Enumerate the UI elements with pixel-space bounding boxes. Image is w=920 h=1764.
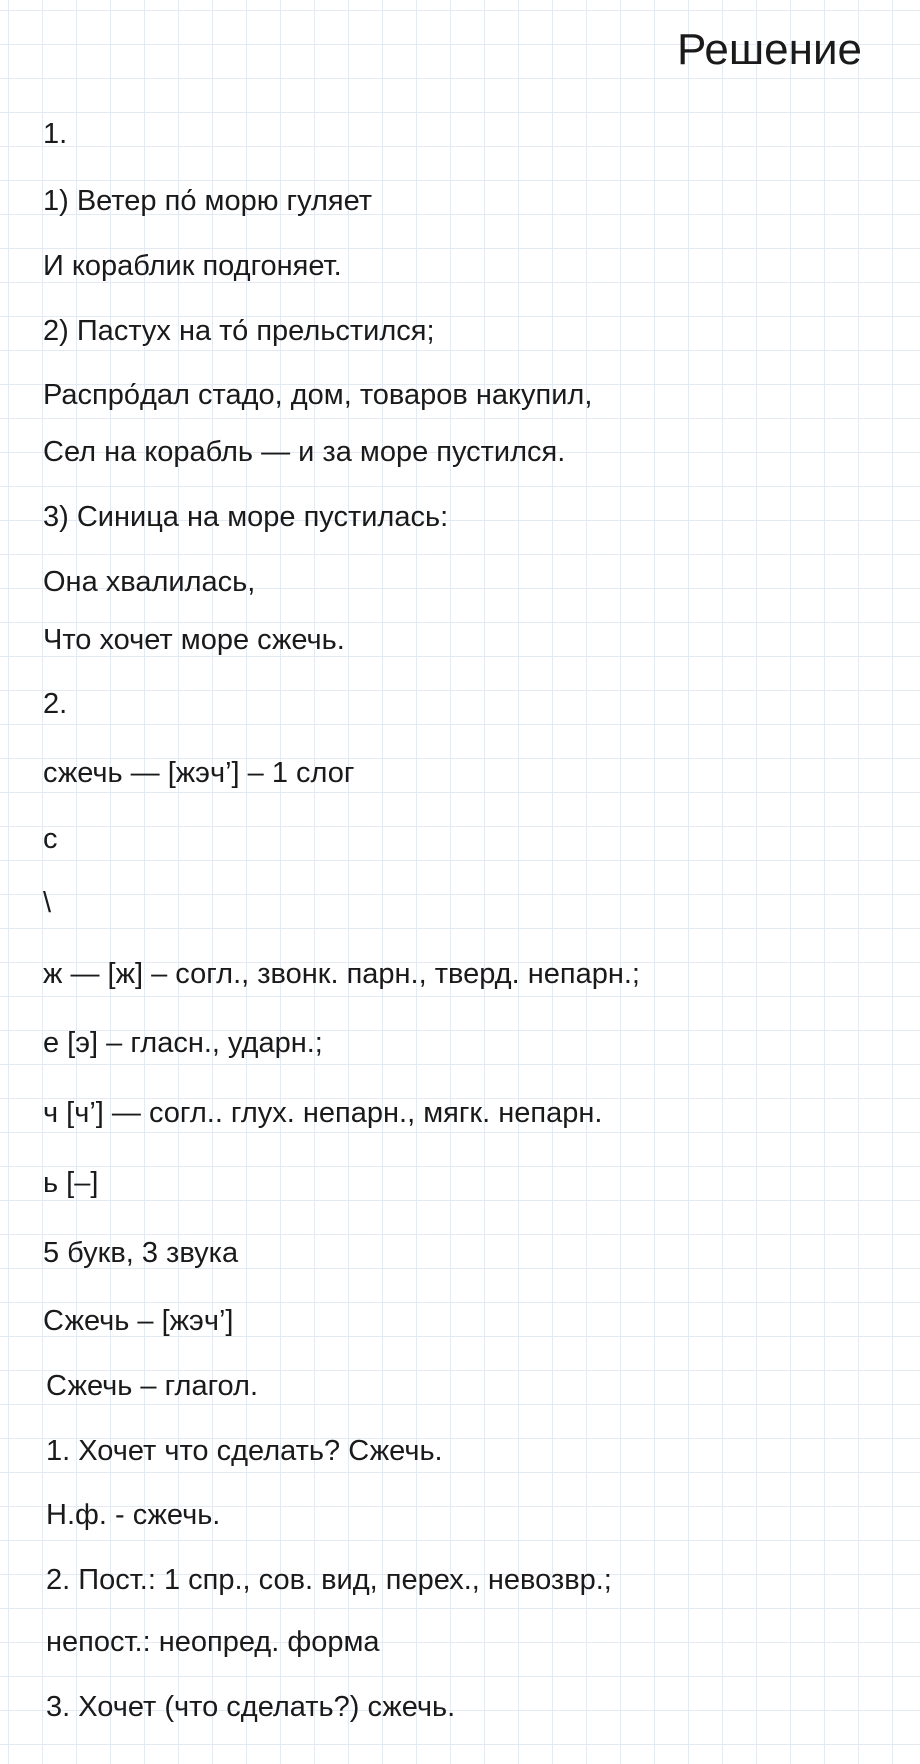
quote-1-line-2: И кораблик подгоняет. [43,250,342,282]
backslash-line: \ [43,887,52,919]
part-of-speech: Сжечь – глагол. [46,1370,259,1402]
page-title: Решение [676,25,862,74]
analysis-step-2: 2. Пост.: 1 спр., сов. вид, перех., невозвр.; [46,1564,612,1596]
analysis-step-3: 3. Хочет (что сделать?) сжечь. [46,1691,456,1723]
task-2-number: 2. [43,688,68,720]
analysis-step-1: 1. Хочет что сделать? Сжечь. [46,1435,443,1467]
quote-2-line-1: 2) Пастух на то́ прельстился; [43,315,435,347]
non-constant-features: непост.: неопред. форма [46,1626,380,1658]
transcription-line: сжечь — [жэч’] – 1 слог [43,757,355,789]
initial-form: Н.ф. - сжечь. [46,1499,221,1531]
quote-2-line-2: Распро́дал стадо, дом, товаров накупил, [43,379,593,411]
quote-3-line-2: Она хвалилась, [43,566,256,598]
quote-3-line-1: 3) Синица на море пустилась: [43,501,449,533]
quote-2-line-3: Сел на корабль — и за море пустился. [43,436,566,468]
letter-zh-line: ж — [ж] – согл., звонк. парн., тверд. непарн.; [43,958,640,990]
letter-ch-line: ч [ч’] — согл.. глух. непарн., мягк. непарн. [43,1097,603,1129]
letter-e-line: е [э] – гласн., ударн.; [43,1027,323,1059]
soft-sign-line: ь [–] [43,1167,99,1199]
quote-3-line-3: Что хочет море сжечь. [43,624,345,656]
quote-1-line-1: 1) Ветер по́ морю гуляет [43,185,373,217]
letters-sounds-count: 5 букв, 3 звука [43,1237,239,1269]
task-1-number: 1. [43,118,68,150]
word-transcription: Сжечь – [жэч’] [43,1305,234,1337]
letter-s-line: с [43,823,58,855]
